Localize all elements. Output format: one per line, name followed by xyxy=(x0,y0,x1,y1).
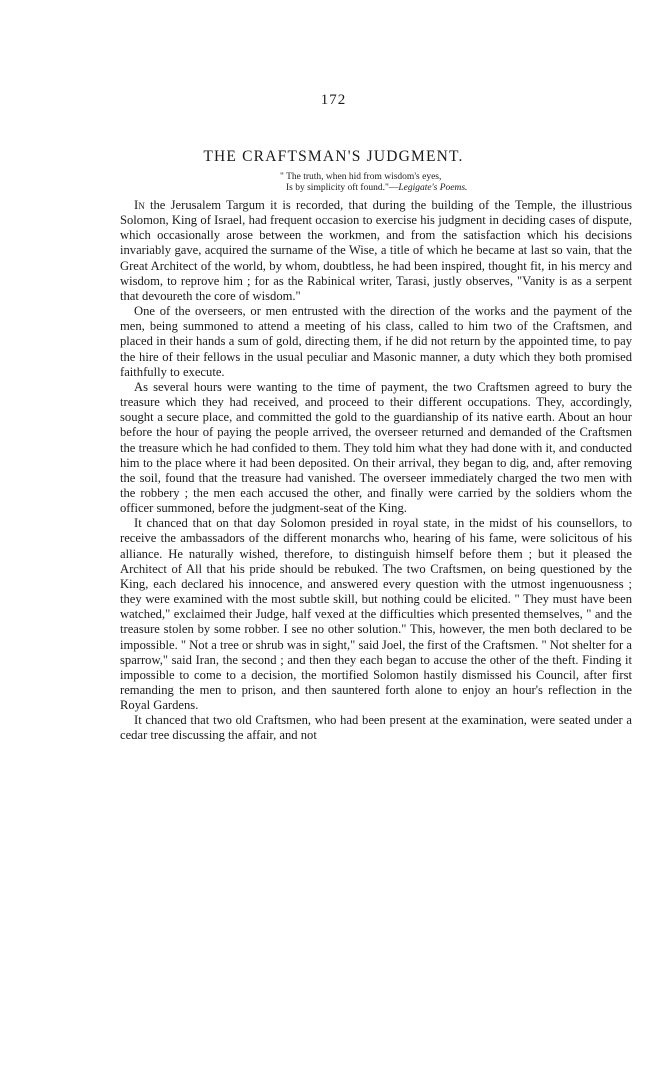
epigraph-line-2 xyxy=(280,183,600,194)
page-number: 172 xyxy=(320,92,347,108)
epigraph xyxy=(280,172,600,194)
epigraph-attribution: Legigate's Poems. xyxy=(398,183,468,193)
epigraph-line-2-text: Is by simplicity oft found."— xyxy=(286,183,399,193)
paragraph-1-text: the Jerusalem Targum it is recorded, that during the building of the Temple, the illustrious Solomon, King of Israel, had frequent occasion to exercise his judgment in deciding cases of dispute, which occasionally arose between the workmen, and from the satisfaction which his decisions invariably gave, acquired the surname of the Wise, a title of which he became at last so vain, that the Great Architect of the world, by whom, doubtless, he had been inspired, thought fit, in his mercy and wisdom, to reprove him ; for as the Rabinical writer, Tarasi, justly observes, "Vanity is as a serpent that devoureth the core of wisdom." xyxy=(120,198,632,303)
paragraph-5: It chanced that two old Craftsmen, who had been present at the examination, were seated under a cedar tree discussing the affair, and not xyxy=(120,713,632,743)
paragraph-3: As several hours were wanting to the time of payment, the two Craftsmen agreed to bury the treasure which they had received, and proceed to their different occupations. They, accordingly, sought a secure place, and committed the gold to the guardianship of its native earth. About an hour before the hour of paying the people arrived, the overseer returned and demanded of the Craftsmen the treasure which he had confided to them. They told him what they had done with it, and conducted him to the place where it had been deposited. On their arrival, they began to dig, and, after removing the soil, found that the treasure had vanished. The overseer immediately charged the two men with the robbery ; the men each accused the other, and finally were carried by the soldiers whom the officer summoned, before the judgment-seat of the King. xyxy=(120,379,632,516)
paragraph-lead-word: In xyxy=(134,198,145,212)
paragraph-1 xyxy=(120,198,632,304)
paragraph-2: One of the overseers, or men entrusted with the direction of the works and the payment of the men, being summoned to attend a meeting of his class, called to him two of the Craftsmen, and placed in their hands a sum of gold, directing them, if he did not return by the appointed time, to pay the hire of their fellows in the usual peculiar and Masonic manner, a duty which they both promised faithfully to execute. xyxy=(120,304,632,379)
epigraph-line-1: " The truth, when hid from wisdom's eyes, xyxy=(280,172,442,182)
chapter-title: THE CRAFTSMAN'S JUDGMENT. xyxy=(203,148,464,165)
body-text xyxy=(120,198,632,744)
paragraph-4: It chanced that on that day Solomon presided in royal state, in the midst of his counsellors, to receive the ambassadors of the different monarchs who, hearing of his fame, were solicitous of his alliance. He naturally wished, therefore, to distinguish himself before them ; but it pleased the Architect of All that his pride should be rebuked. The two Craftsmen, on being questioned by the King, each declared his innocence, and answered every question with the utmost ingenuousness ; they were examined with the most subtle skill, but nothing could be elicited. " They must have been watched," exclaimed their Judge, half vexed at the difficulties which presented themselves, " and the treasure stolen by some robber. I see no other solution." This, however, the men both declared to be impossible. " Not a tree or shrub was in sight," said Joel, the first of the Craftsmen. " Not shelter for a sparrow," said Iran, the second ; and then they each began to accuse the other of the theft. Finding it impossible to come to a decision, the mortified Solomon hastily dismissed his Council, after first remanding the men to prison, and then sauntered forth alone to enjoy an hour's reflection in the Royal Gardens. xyxy=(120,516,632,713)
